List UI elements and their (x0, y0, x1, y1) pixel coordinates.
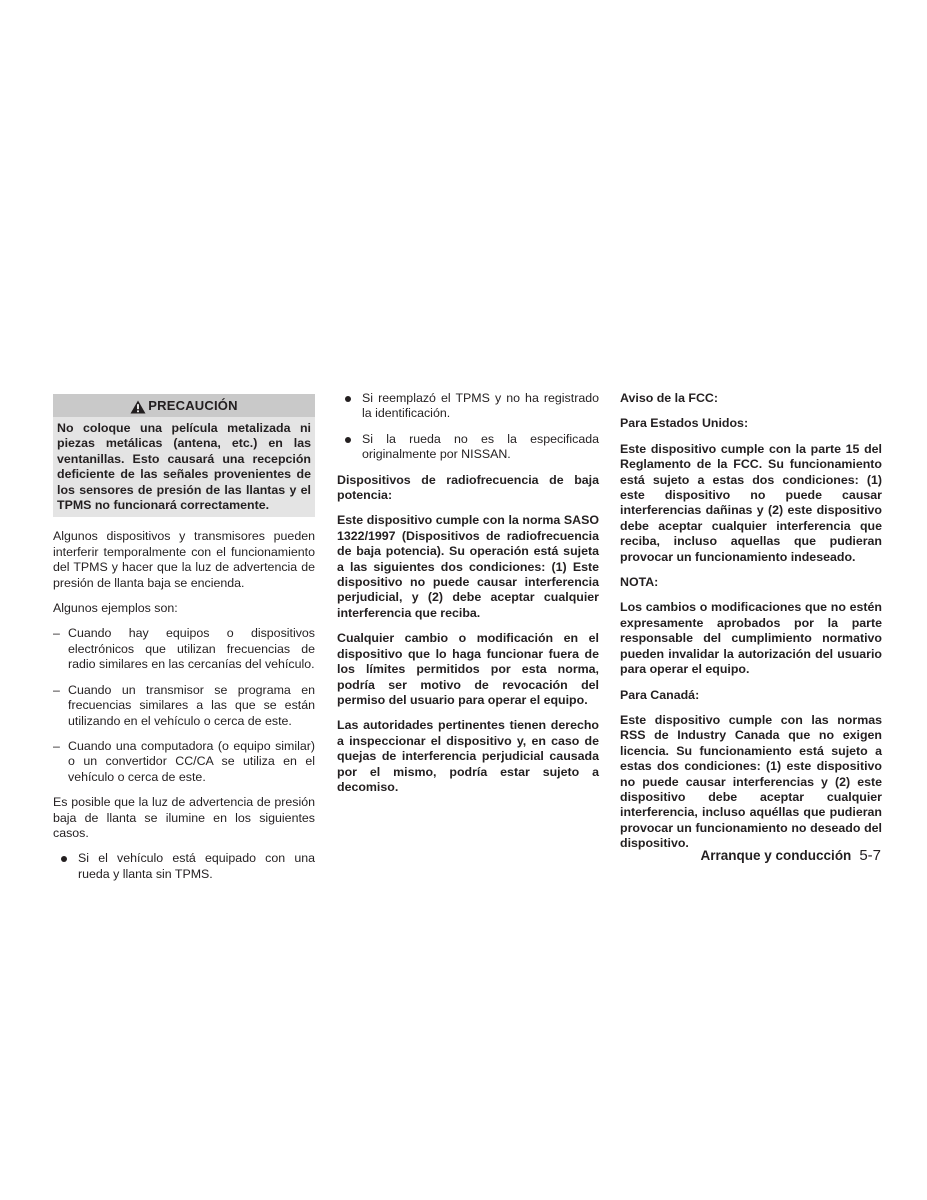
list-item-text: Cuando una computadora (o equipo similar) o un convertidor CC/CA se utiliza en el vehículo o cerca de este. (68, 738, 315, 784)
list-item-text: Si la rueda no es la especificada originalmente por NISSAN. (362, 431, 599, 462)
section-heading: Aviso de la FCC: (620, 391, 718, 405)
section-title: Arranque y conducción (700, 848, 852, 863)
paragraph: Algunos dispositivos y transmisores pueden interferir temporalmente con el funcionamiento del TPMS y hacer que la luz de advertencia de presión de llanta baja se encienda. (53, 529, 315, 590)
page-footer (701, 848, 881, 863)
dash-mark: – (53, 682, 60, 697)
bullet-list (53, 851, 315, 882)
list-item-text: Si reemplazó el TPMS y no ha registrado la identificación. (362, 391, 599, 421)
paragraph: Este dispositivo cumple con la norma SASO 1322/1997 (Dispositivos de radiofrecuencia de baja potencia). Su operación está sujeta a las siguientes dos condiciones: (1) Este dispositivo no puede causar interferencia perjudicial, y (2) debe aceptar cualquier interferencia que reciba. (337, 513, 599, 620)
dash-mark: – (53, 738, 60, 753)
section-heading: Para Canadá: (620, 687, 700, 702)
paragraph: Los cambios o modificaciones que no estén expresamente aprobados por la parte responsable del cumplimiento normativo pueden invalidar la autorización del usuario para operar el equipo. (620, 600, 882, 677)
paragraph: Este dispositivo cumple con la parte 15 del Reglamento de la FCC. Su funcionamiento está sujeto a estas dos condiciones: (1) este dispositivo no puede causar interferencias dañinas y (2) este dispositivo debe aceptar cualquier interferencia que reciba, incluso aquellas que pudieran provocar un funcionamiento indeseado. (620, 441, 882, 564)
paragraph: Las autoridades pertinentes tienen derecho a inspeccionar el dispositivo y, en caso de quejas de interferencia perjudicial causada por el mismo, podría estar sujeto a decomiso. (337, 718, 599, 794)
column-1 (53, 391, 315, 892)
paragraph: Algunos ejemplos son: (53, 601, 178, 616)
list-item (53, 626, 315, 672)
section-heading: NOTA: (620, 575, 659, 590)
bullet-icon (61, 856, 67, 862)
list-item (53, 739, 315, 785)
warning-triangle-icon (130, 400, 146, 414)
section-heading: Para Estados Unidos: (620, 416, 749, 431)
list-item-text: Si el vehículo está equipado con una rueda y llanta sin TPMS. (78, 851, 315, 881)
list-item (53, 683, 315, 729)
paragraph: Este dispositivo cumple con las normas RSS de Industry Canada que no exigen licencia. Su funcionamiento está sujeto a estas dos condiciones: (1) este dispositivo no puede causar interferencias y (2) este dispositivo debe aceptar cualquier interferencia, incluso aquéllas que pudieran provocar un funcionamiento no deseado del dispositivo. (620, 712, 882, 851)
dash-mark: – (53, 626, 60, 641)
list-item (337, 391, 599, 422)
list-item (337, 432, 599, 463)
column-2 (337, 391, 599, 805)
caution-text: No coloque una película metalizada ni piezas metálicas (antena, etc.) en las ventanillas. Esto causará una recepción deficiente de las señales provenientes de los sensores de presión de las llantas y el TPMS no funcionará correctamente. (53, 417, 315, 517)
bullet-icon (345, 437, 351, 443)
list-item (53, 851, 315, 882)
caution-title: PRECAUCIÓN (148, 397, 238, 413)
bullet-icon (345, 396, 351, 402)
list-item-text: Cuando un transmisor se programa en frecuencias similares a las que se están utilizando en el vehículo o cerca de este. (68, 682, 315, 728)
paragraph: Cualquier cambio o modificación en el dispositivo que lo haga funcionar fuera de los límites permitidos por esta norma, podría ser motivo de revocación del permiso del usuario para operar el equipo. (337, 631, 599, 707)
page-number: 5-7 (859, 847, 881, 864)
bullet-list (337, 391, 599, 463)
section-heading: Dispositivos de radiofrecuencia de baja potencia: (337, 472, 599, 503)
caution-header (53, 394, 315, 417)
paragraph: Es posible que la luz de advertencia de presión baja de llanta se ilumine en los siguientes casos. (53, 795, 315, 840)
list-item-text: Cuando hay equipos o dispositivos electrónicos que utilizan frecuencias de radio similares en las cercanías del vehículo. (68, 626, 315, 672)
caution-box (53, 394, 315, 517)
column-3 (620, 391, 882, 862)
dash-list (53, 626, 315, 785)
